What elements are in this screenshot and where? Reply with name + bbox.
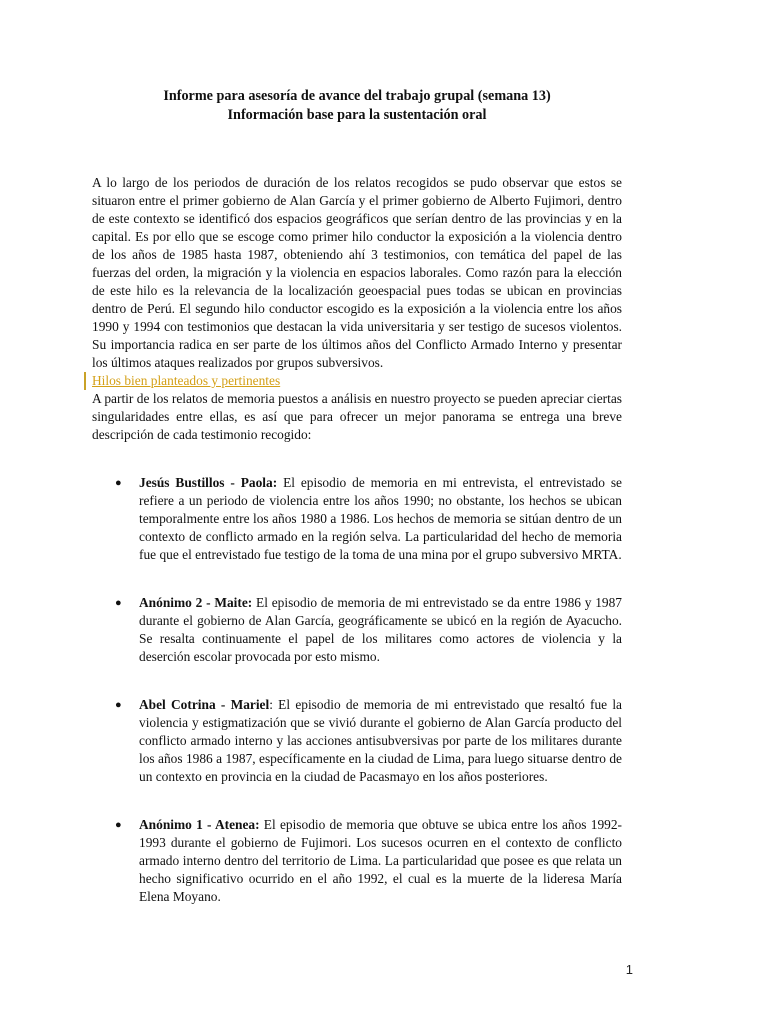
document-title-line-2: Información base para la sustentación oral [227, 107, 487, 123]
page-number: 1 [625, 962, 633, 977]
list-item [92, 696, 622, 786]
testimony-name: Jesús Bustillos - Paola: [139, 475, 278, 490]
bullet-icon: ● [115, 699, 122, 711]
text-cursor [84, 372, 86, 390]
testimony-name: Anónimo 2 - Maite: [139, 595, 253, 610]
bullet-icon: ● [115, 597, 122, 609]
bullet-icon: ● [115, 819, 122, 831]
document-content [92, 87, 622, 936]
list-item [92, 474, 622, 564]
comment-row [92, 372, 622, 390]
testimony-text: El episodio de memoria que obtuve se ubica entre los años 1992-1993 durante el gobierno de Fujimori. Los sucesos ocurren en el contexto de conflicto armado interno dentro del territorio de Lima. La particularidad que posee es que relata un hecho significativo ocurrido en el año 1992, el cual es la muerte de la lideresa María Elena Moyano. [139, 817, 622, 904]
testimony-text: El episodio de memoria en mi entrevista, el entrevistado se refiere a un periodo de violencia entre los años 1990; no obstante, los hechos se ubican temporalmente entre los años 1980 a 1986. Los hechos de memoria se sitúan dentro de un contexto de conflicto armado en la región selva. La particularidad del hecho de memoria fue que el entrevistado fue testigo de la toma de una mina por el grupo subversivo MRTA. [139, 475, 622, 562]
document-title-line-1: Informe para asesoría de avance del trabajo grupal (semana 13) [163, 88, 551, 104]
comment-link[interactable]: Hilos bien planteados y pertinentes [92, 373, 281, 388]
intro-paragraph: A lo largo de los periodos de duración de los relatos recogidos se pudo observar que estos se situaron entre el primer gobierno de Alan García y el primer gobierno de Alberto Fujimori, dentro de este contexto se identificó dos espacios geográficos que serían dentro de las provincias y en la capital. Es por ello que se escoge como primer hilo conductor la exposición a la violencia dentro de los años de 1985 hasta 1987, obteniendo ahí 3 testimonios, con temática del papel de las fuerzas del orden, la migración y la violencia en espacios laborales. Como razón para la elección de este hilo es la relevancia de la localización geoespacial pues todas se ubican en provincias dentro de Perú. El segundo hilo conductor escogido es la exposición a la violencia entre los años 1990 y 1994 con testimonios que destacan la vida universitaria y ser testigo de sucesos violentos. Su importancia radica en ser parte de los últimos años del Conflicto Armado Interno y presentar los últimos ataques realizados por grupos subversivos. [92, 175, 622, 370]
testimony-text: El episodio de memoria de mi entrevistado se da entre 1986 y 1987 durante el gobierno de Alan García, geográficamente se ubicó en la región de Ayacucho. Se resalta continuamente el papel de los militares como actores de violencia y la deserción escolar provocada por esto mismo. [139, 595, 622, 664]
list-item [92, 594, 622, 666]
list-item [92, 816, 622, 906]
bullet-icon: ● [115, 477, 122, 489]
testimony-name: Anónimo 1 - Atenea: [139, 817, 260, 832]
testimony-text: : El episodio de memoria de mi entrevistado que resaltó fue la violencia y estigmatización que se vivió durante el gobierno de Alan García producto del conflicto armado interno y las acciones antisubversivas por parte de los militares durante los años 1986 a 1987, específicamente en la ciudad de Lima, para luego situarse dentro de un contexto en provincia en la ciudad de Pacasmayo en los años posteriores. [139, 697, 623, 784]
testimony-list [92, 474, 622, 906]
testimony-name: Abel Cotrina - Mariel [139, 697, 270, 712]
second-paragraph: A partir de los relatos de memoria puestos a análisis en nuestro proyecto se pueden apreciar ciertas singularidades entre ellas, es así que para ofrecer un mejor panorama se entrega una breve descripción de cada testimonio recogido: [92, 391, 622, 442]
